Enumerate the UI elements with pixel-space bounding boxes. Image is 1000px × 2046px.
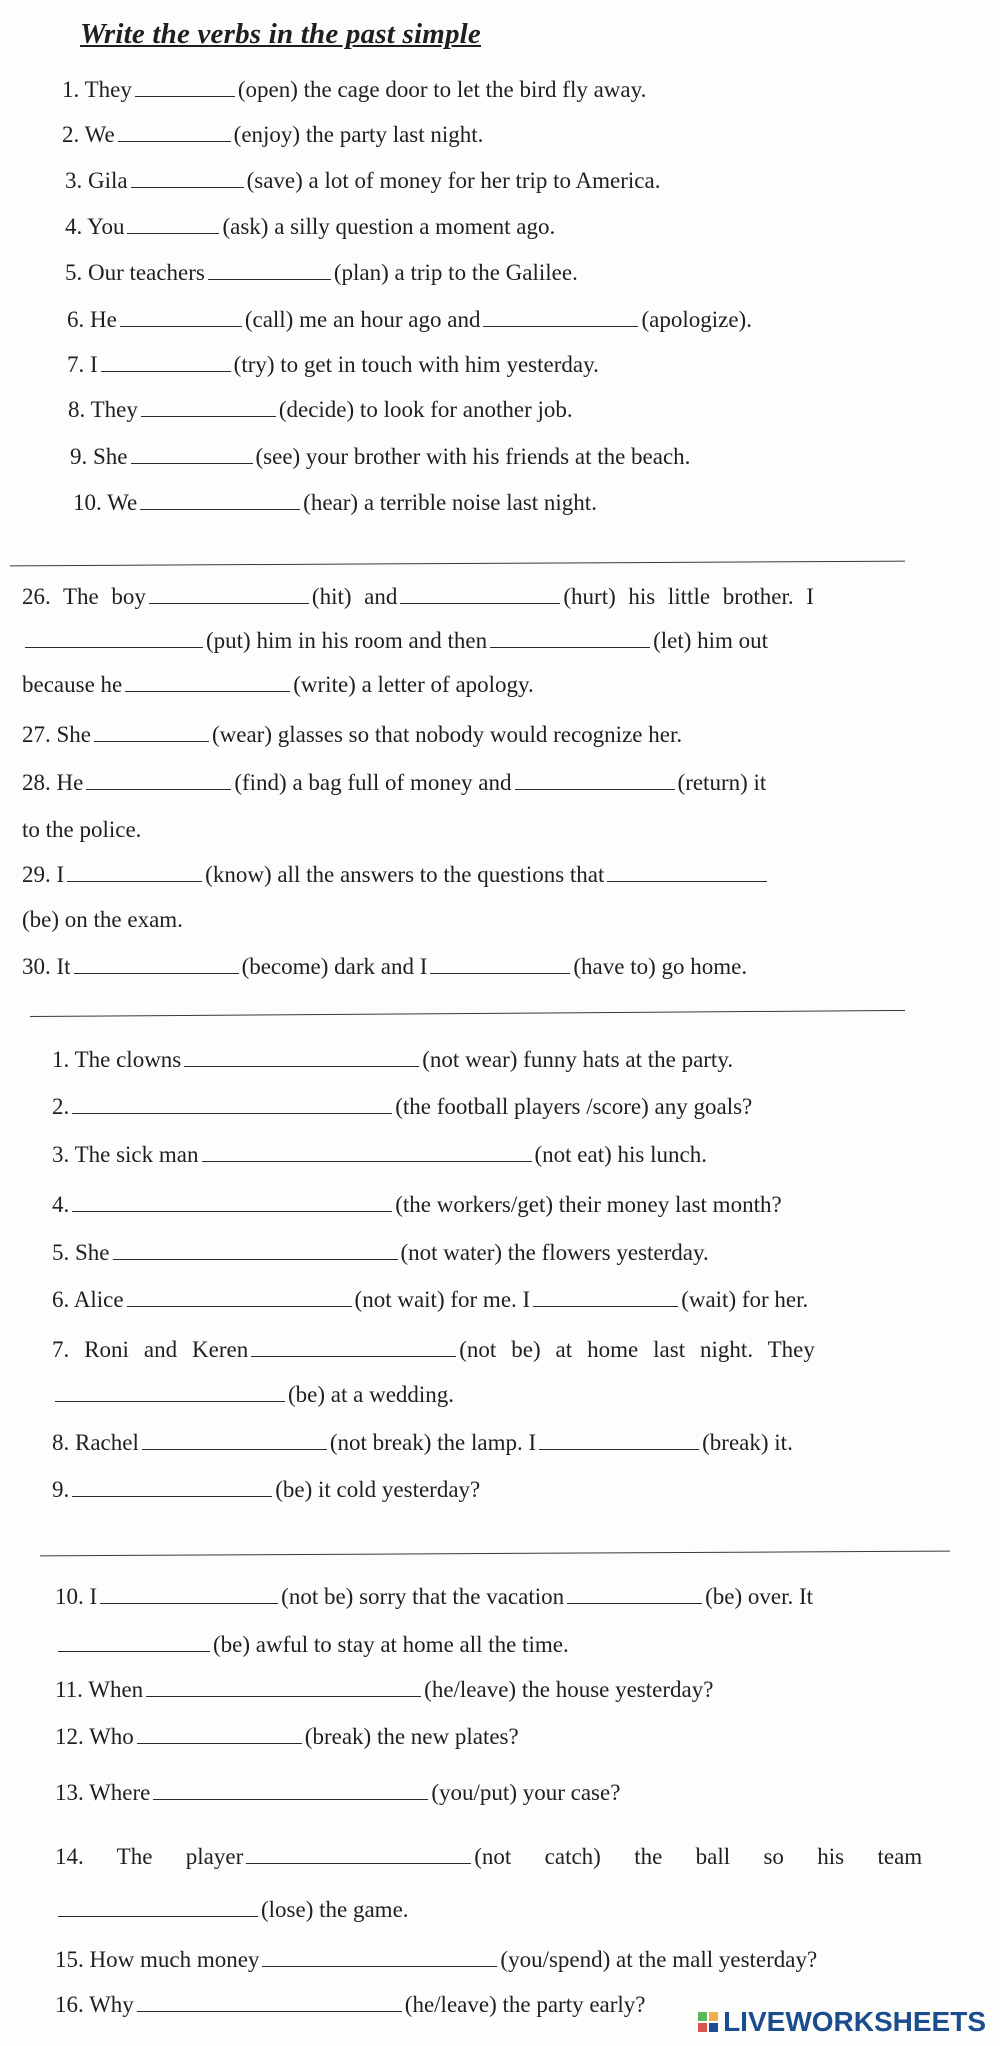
exercise-text: 10. I [55, 1584, 98, 1609]
exercise-text: (apologize). [641, 307, 752, 332]
exercise-text: because he [22, 672, 123, 697]
exercise-text: 29. I [22, 862, 65, 887]
exercise-line [55, 1778, 620, 1808]
answer-blank[interactable] [67, 861, 202, 882]
exercise-text: (return) it [677, 770, 767, 795]
answer-blank[interactable] [58, 1631, 210, 1652]
exercise-text: 14. The player [55, 1844, 244, 1869]
liveworksheets-brand [697, 2006, 986, 2038]
answer-blank[interactable] [86, 769, 231, 790]
liveworksheets-logo-icon [697, 2011, 719, 2033]
exercise-text: (put) him in his room and then [206, 628, 488, 653]
answer-blank[interactable] [146, 1676, 421, 1697]
exercise-text: to the police. [22, 817, 142, 842]
exercise-text: 6. He [67, 307, 117, 332]
exercise-text: 1. The clowns [52, 1047, 182, 1072]
exercise-line [22, 952, 747, 982]
answer-blank[interactable] [140, 489, 300, 510]
answer-blank[interactable] [483, 306, 638, 327]
answer-blank[interactable] [202, 1141, 532, 1162]
answer-blank[interactable] [94, 721, 209, 742]
exercise-text: (become) dark and I [241, 954, 428, 979]
answer-blank[interactable] [135, 76, 235, 97]
answer-blank[interactable] [607, 861, 767, 882]
exercise-text: 26. The boy [22, 584, 146, 609]
exercise-text: (he/leave) the house yesterday? [424, 1677, 714, 1702]
brand-name: LIVEWORKSHEETS [723, 2006, 986, 2037]
exercise-text: (hurt) his little brother. I [563, 584, 814, 609]
exercise-text: 5. She [52, 1240, 110, 1265]
exercise-text: (be) it cold yesterday? [275, 1477, 481, 1502]
answer-blank[interactable] [58, 1896, 258, 1917]
exercise-text: 4. [52, 1192, 70, 1217]
answer-blank[interactable] [72, 1191, 392, 1212]
exercise-text: 16. Why [55, 1992, 134, 2017]
exercise-text: 30. It [22, 954, 71, 979]
exercise-text: (try) to get in touch with him yesterday. [233, 352, 599, 377]
answer-blank[interactable] [127, 213, 219, 234]
exercise-text: 3. Gila [65, 168, 128, 193]
exercise-text: (let) him out [653, 628, 769, 653]
exercise-line [52, 1238, 709, 1268]
answer-blank[interactable] [539, 1429, 699, 1450]
exercise-line [55, 1945, 817, 1975]
answer-blank[interactable] [567, 1583, 702, 1604]
answer-blank[interactable] [55, 1381, 285, 1402]
exercise-text: (not be) sorry that the vacation [281, 1584, 565, 1609]
exercise-line [22, 905, 183, 935]
exercise-text: 1. They [62, 77, 132, 102]
exercise-line [62, 120, 483, 150]
page-title: Write the verbs in the past simple [80, 18, 481, 50]
answer-blank[interactable] [74, 953, 239, 974]
exercise-text: (the football players /score) any goals? [395, 1094, 753, 1119]
answer-blank[interactable] [533, 1286, 678, 1307]
section-divider [30, 1010, 905, 1017]
exercise-text: 2. We [62, 122, 115, 147]
exercise-text: (he/leave) the party early? [404, 1992, 646, 2017]
exercise-text: (know) all the answers to the questions that [205, 862, 605, 887]
answer-blank[interactable] [131, 443, 253, 464]
exercise-line [55, 1895, 409, 1925]
exercise-text: (enjoy) the party last night. [233, 122, 484, 147]
answer-blank[interactable] [120, 306, 242, 327]
answer-blank[interactable] [251, 1336, 456, 1357]
exercise-line [52, 1045, 733, 1075]
exercise-text: 3. The sick man [52, 1142, 199, 1167]
exercise-line [73, 488, 597, 518]
exercise-text: 6. Alice [52, 1287, 124, 1312]
exercise-line [22, 670, 534, 700]
exercise-text: (call) me an hour ago and [244, 307, 481, 332]
answer-blank[interactable] [153, 1779, 428, 1800]
exercise-line [65, 166, 660, 196]
exercise-text: 9. She [70, 444, 128, 469]
exercise-line [52, 1475, 480, 1505]
exercise-text: (hit) and [311, 584, 398, 609]
answer-blank[interactable] [246, 1843, 471, 1864]
exercise-text: 28. He [22, 770, 84, 795]
answer-blank[interactable] [127, 1286, 352, 1307]
exercise-line [22, 815, 141, 845]
exercise-line [22, 626, 768, 656]
exercise-text: (be) at a wedding. [288, 1382, 455, 1407]
section-divider [10, 561, 905, 567]
answer-blank[interactable] [141, 396, 276, 417]
exercise-text: 8. Rachel [52, 1430, 139, 1455]
exercise-text: 15. How much money [55, 1947, 260, 1972]
answer-blank[interactable] [113, 1239, 398, 1260]
exercise-text: (not eat) his lunch. [534, 1142, 707, 1167]
exercise-line [52, 1428, 793, 1458]
exercise-line [62, 75, 646, 105]
exercise-line [67, 350, 599, 380]
exercise-text: 5. Our teachers [65, 260, 205, 285]
exercise-line [55, 1990, 646, 2020]
exercise-text: (the workers/get) their money last month? [395, 1192, 782, 1217]
answer-blank[interactable] [262, 1946, 497, 1967]
exercise-text: (write) a letter of apology. [293, 672, 534, 697]
exercise-text: (you/put) your case? [431, 1780, 621, 1805]
answer-blank[interactable] [131, 167, 244, 188]
exercise-line [52, 1335, 815, 1365]
answer-blank[interactable] [72, 1476, 272, 1497]
exercise-text: 27. She [22, 722, 91, 747]
exercise-line [55, 1842, 922, 1872]
exercise-text: (not be) at home last night. They [459, 1337, 815, 1362]
exercise-text: 13. Where [55, 1780, 151, 1805]
answer-blank[interactable] [25, 627, 203, 648]
exercise-text: (not break) the lamp. I [329, 1430, 537, 1455]
exercise-line [55, 1582, 813, 1612]
answer-blank[interactable] [490, 627, 650, 648]
exercise-text: 4. You [65, 214, 125, 239]
answer-blank[interactable] [149, 583, 309, 604]
answer-blank[interactable] [515, 769, 675, 790]
exercise-text: 8. They [68, 397, 138, 422]
exercise-text: (not wear) funny hats at the party. [422, 1047, 734, 1072]
exercise-text: 2. [52, 1094, 70, 1119]
exercise-text: (wear) glasses so that nobody would recognize her. [212, 722, 683, 747]
exercise-line [70, 442, 690, 472]
exercise-line [65, 212, 555, 242]
exercise-text: 9. [52, 1477, 70, 1502]
answer-blank[interactable] [430, 953, 570, 974]
section-divider [40, 1551, 950, 1557]
answer-blank[interactable] [72, 1093, 392, 1114]
exercise-text: (plan) a trip to the Galilee. [333, 260, 578, 285]
exercise-text: (break) it. [702, 1430, 793, 1455]
exercise-text: (open) the cage door to let the bird fly away. [237, 77, 647, 102]
exercise-line [52, 1140, 707, 1170]
exercise-text: (see) your brother with his friends at the beach. [255, 444, 691, 469]
exercise-text: (you/spend) at the mall yesterday? [500, 1947, 818, 1972]
answer-blank[interactable] [208, 259, 331, 280]
exercise-line [65, 258, 578, 288]
exercise-text: (save) a lot of money for her trip to America. [246, 168, 661, 193]
exercise-text: (decide) to look for another job. [278, 397, 573, 422]
exercise-text: (lose) the game. [261, 1897, 409, 1922]
exercise-line [52, 1190, 782, 1220]
exercise-text: (find) a bag full of money and [234, 770, 512, 795]
exercise-line [55, 1722, 519, 1752]
exercise-line [52, 1380, 454, 1410]
exercise-text: 7. Roni and Keren [52, 1337, 249, 1362]
exercise-text: (break) the new plates? [304, 1724, 519, 1749]
exercise-text: (be) over. It [705, 1584, 814, 1609]
exercise-text: (have to) go home. [573, 954, 748, 979]
exercise-text: (ask) a silly question a moment ago. [222, 214, 556, 239]
exercise-text: (wait) for her. [681, 1287, 809, 1312]
exercise-line [22, 860, 770, 890]
answer-blank[interactable] [142, 1429, 327, 1450]
exercise-line [22, 582, 814, 612]
exercise-text: 11. When [55, 1677, 144, 1702]
exercise-text: 7. I [67, 352, 98, 377]
answer-blank[interactable] [100, 1583, 278, 1604]
exercise-line [22, 768, 766, 798]
answer-blank[interactable] [101, 351, 231, 372]
exercise-text: (not water) the flowers yesterday. [400, 1240, 709, 1265]
answer-blank[interactable] [118, 121, 231, 142]
exercise-line [52, 1092, 752, 1122]
exercise-text: (not catch) the ball so his team [474, 1844, 923, 1869]
answer-blank[interactable] [184, 1046, 419, 1067]
exercise-text: (be) awful to stay at home all the time. [213, 1632, 569, 1657]
exercise-line [52, 1285, 808, 1315]
answer-blank[interactable] [125, 671, 290, 692]
answer-blank[interactable] [137, 1723, 302, 1744]
answer-blank[interactable] [137, 1991, 402, 2012]
exercise-line [55, 1675, 713, 1705]
answer-blank[interactable] [400, 583, 560, 604]
exercise-text: (not wait) for me. I [354, 1287, 531, 1312]
exercise-line [55, 1630, 569, 1660]
exercise-line [68, 395, 573, 425]
exercise-text: 12. Who [55, 1724, 134, 1749]
exercise-text: (be) on the exam. [22, 907, 183, 932]
exercise-line [67, 305, 752, 335]
exercise-text: 10. We [73, 490, 138, 515]
exercise-line [22, 720, 682, 750]
exercise-text: (hear) a terrible noise last night. [303, 490, 597, 515]
